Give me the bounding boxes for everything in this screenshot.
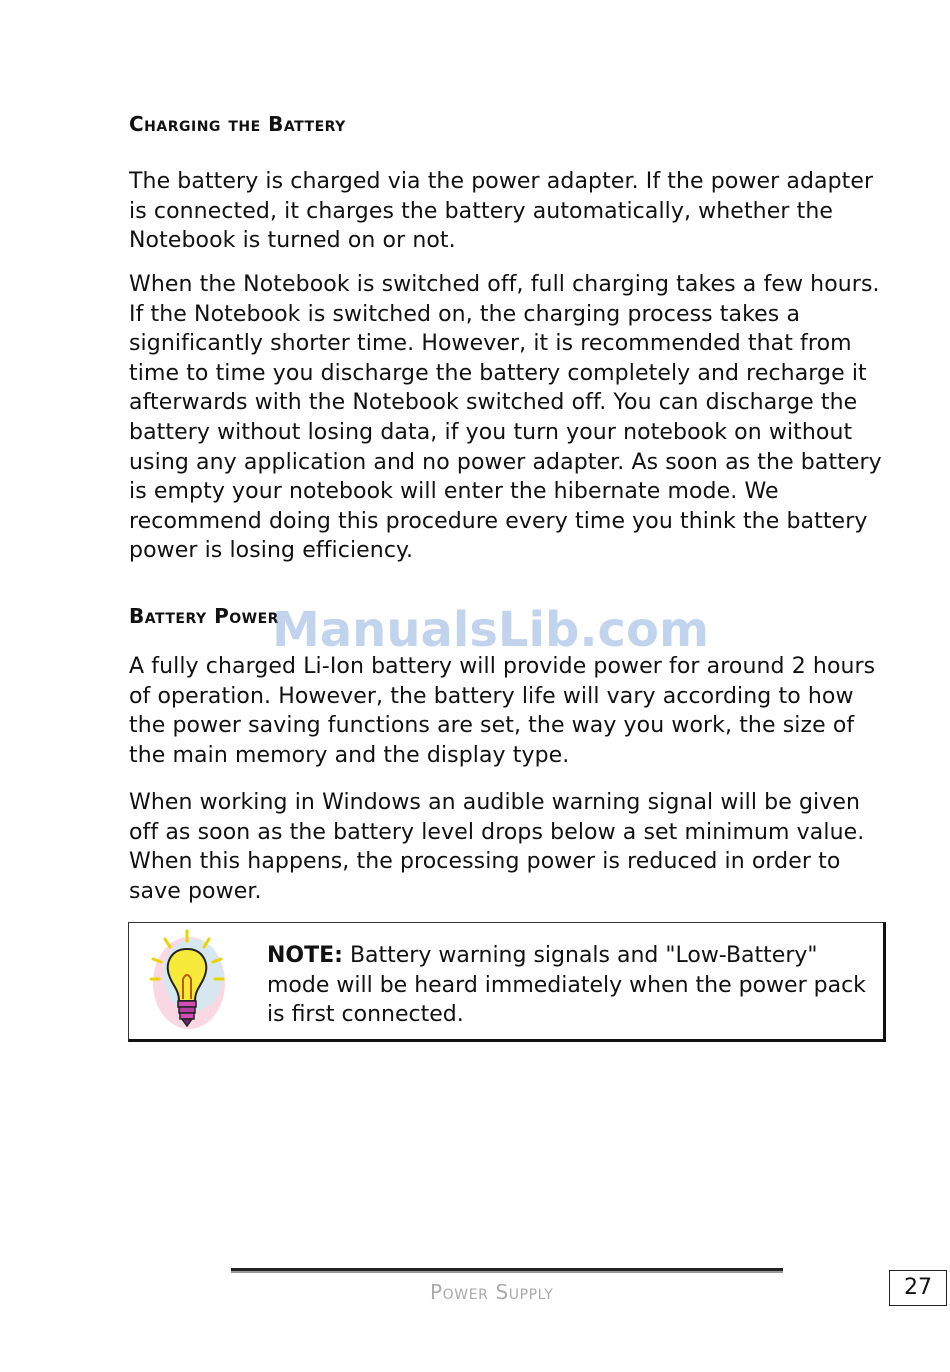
note-body: Battery warning signals and "Low-Battery" mode will be heard immediately when the power pack is first connected. xyxy=(267,943,866,1028)
note-label: NOTE: xyxy=(267,943,343,968)
footer-section-title: Power Supply xyxy=(430,1280,554,1304)
note-box xyxy=(128,922,886,1042)
paragraph-charging-2: When the Notebook is switched off, full charging takes a few hours. If the Notebook is switched on, the charging process takes a significantly shorter time. However, it is recommended that from time to time you discharge the battery completely and recharge it afterwards with the Notebook switched off. You can discharge the battery without losing data, if you turn your notebook on without using any application and no power adapter. As soon as the battery is empty your notebook will enter the hibernate mode. We recommend doing this procedure every time you think the battery power is losing efficiency. xyxy=(129,272,882,564)
note-text xyxy=(267,941,867,1030)
lightbulb-icon xyxy=(143,929,233,1037)
watermark: ManualsLib.com xyxy=(272,602,709,658)
paragraph-battery-power-2: When working in Windows an audible warning signal will be given off as soon as the battery level drops below a set minimum value. When this happens, the processing power is reduced in order to save power. xyxy=(129,790,865,904)
paragraph-charging-1: The battery is charged via the power adapter. If the power adapter is connected, it charges the battery automatically, whether the Notebook is turned on or not. xyxy=(129,169,874,254)
section-heading-battery-power: Battery Power xyxy=(129,604,279,628)
section-heading-charging: Charging the Battery xyxy=(129,112,346,136)
footer-divider xyxy=(231,1268,783,1273)
paragraph-battery-power-1: A fully charged Li-Ion battery will provide power for around 2 hours of operation. However, the battery life will vary according to how the power saving functions are set, the way you work, the size of the main memory and the display type. xyxy=(129,654,876,768)
page-number: 27 xyxy=(889,1270,947,1306)
